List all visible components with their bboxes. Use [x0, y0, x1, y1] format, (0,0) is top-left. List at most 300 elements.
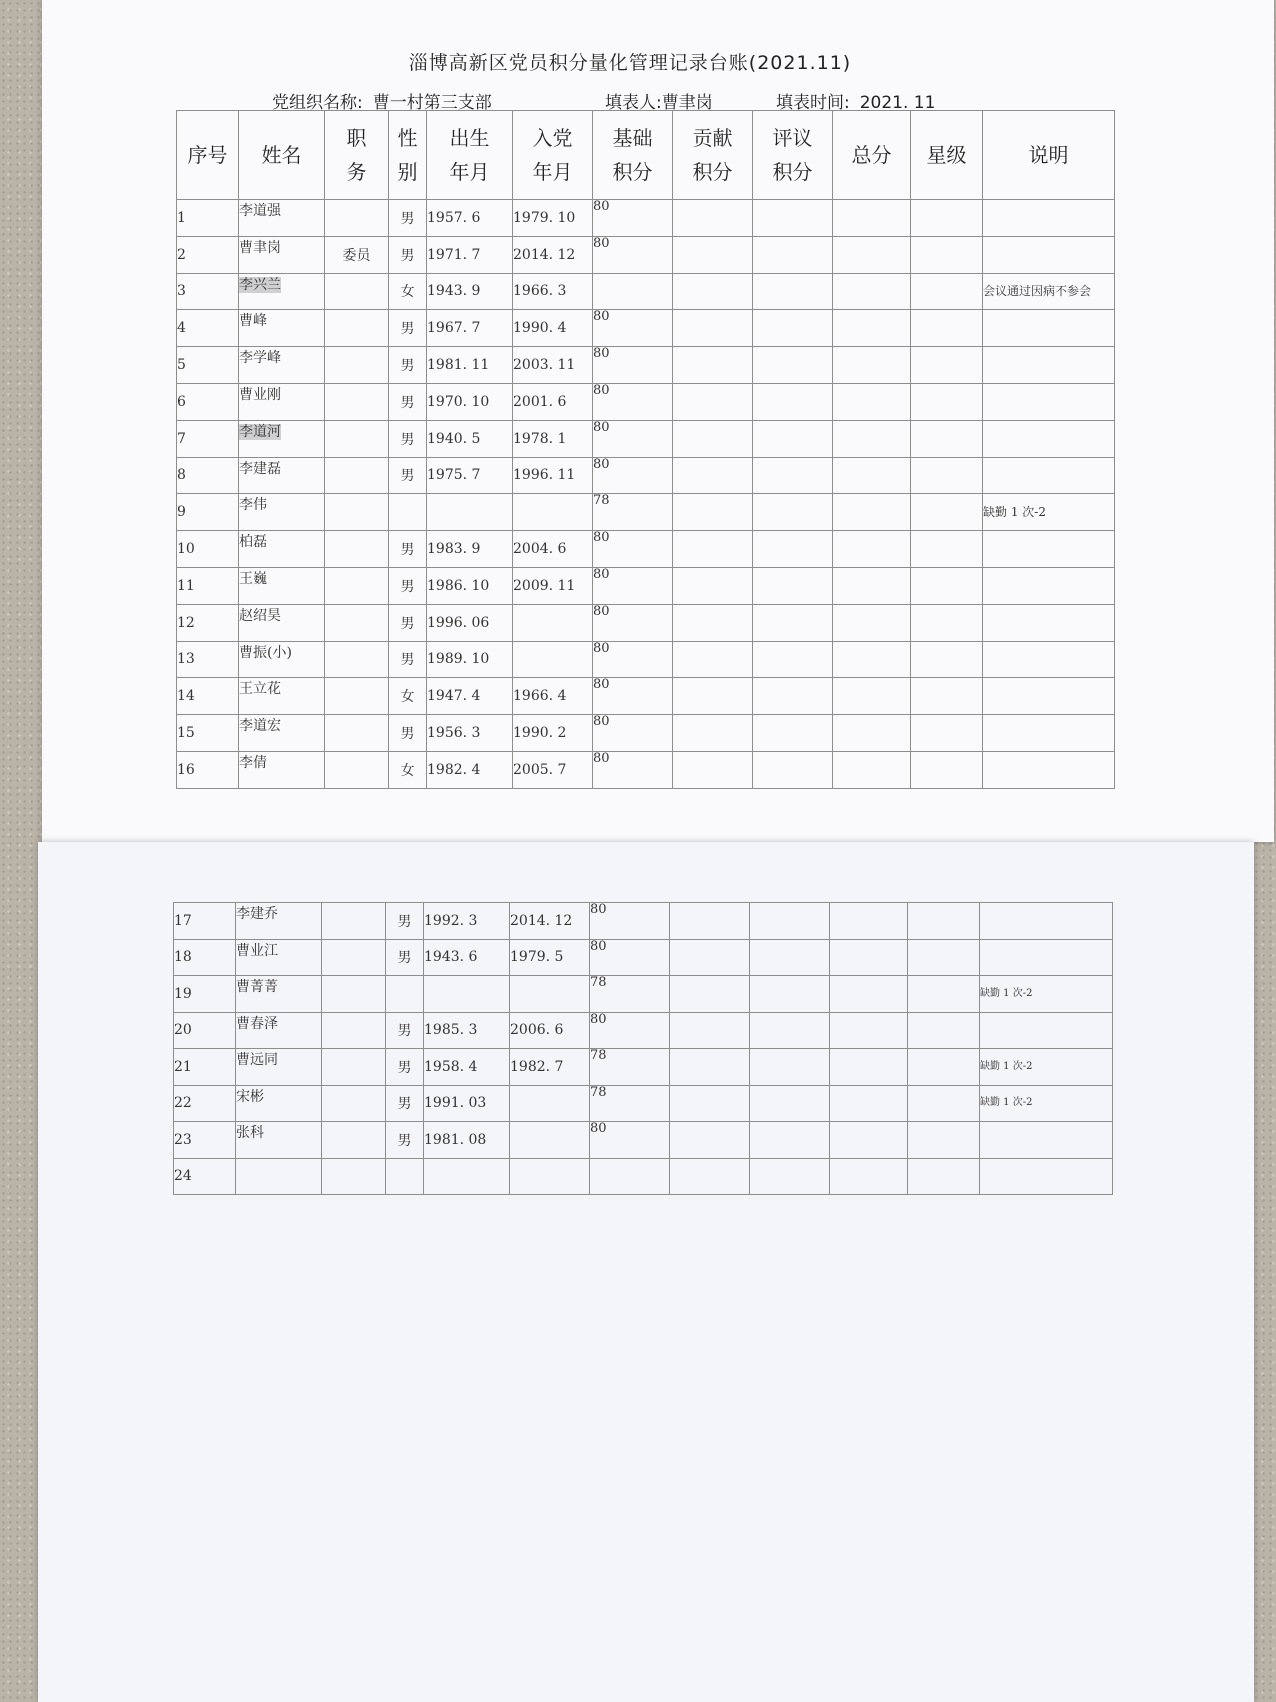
name-cell: 李道宏	[239, 715, 325, 752]
contrib-score-cell	[670, 976, 750, 1013]
note-cell	[983, 310, 1115, 347]
join-date-cell: 1990. 4	[513, 310, 593, 347]
sex-cell: 男	[389, 531, 427, 568]
filler-value: 曹聿岗	[661, 93, 713, 113]
name-cell: 曹业刚	[239, 383, 325, 420]
contrib-score-cell	[673, 678, 753, 715]
table-row	[177, 751, 1115, 788]
name-cell: 李兴兰	[239, 273, 325, 310]
note-cell: 缺勤 1 次-2	[983, 494, 1115, 531]
sex-cell: 男	[386, 903, 424, 940]
date-label: 填表时间:	[776, 93, 850, 113]
review-score-cell	[750, 1122, 830, 1159]
table-row	[177, 347, 1115, 384]
name-cell: 宋彬	[236, 1085, 322, 1122]
birth-cell: 1982. 4	[427, 751, 513, 788]
base-score-cell: 80	[590, 939, 670, 976]
star-level-cell	[908, 939, 980, 976]
seq-cell: 13	[177, 641, 239, 678]
seq-cell: 15	[177, 715, 239, 752]
role-cell	[325, 678, 389, 715]
contrib-score-cell	[673, 567, 753, 604]
seq-cell: 22	[174, 1085, 236, 1122]
role-cell	[325, 383, 389, 420]
contrib-score-cell	[670, 1049, 750, 1086]
seq-cell: 9	[177, 494, 239, 531]
name-cell: 李伟	[239, 494, 325, 531]
base-score-cell: 80	[593, 236, 673, 273]
seq-cell: 7	[177, 420, 239, 457]
sex-cell: 男	[389, 347, 427, 384]
note-cell	[980, 1122, 1113, 1159]
note-cell	[983, 200, 1115, 237]
review-score-cell	[753, 273, 833, 310]
role-cell	[322, 976, 386, 1013]
table-row	[177, 236, 1115, 273]
join-date-cell	[510, 976, 590, 1013]
contrib-score-cell	[673, 604, 753, 641]
join-date-cell: 2009. 11	[513, 567, 593, 604]
note-cell	[983, 678, 1115, 715]
review-score-cell	[750, 939, 830, 976]
base-score-cell	[590, 1158, 670, 1195]
name-cell: 李道河	[239, 420, 325, 457]
birth-cell: 1981. 11	[427, 347, 513, 384]
sex-cell: 男	[386, 1049, 424, 1086]
org-value: 曹一村第三支部	[372, 93, 492, 113]
table-row	[177, 531, 1115, 568]
review-score-cell	[753, 457, 833, 494]
birth-cell: 1957. 6	[427, 200, 513, 237]
name-cell: 李建乔	[236, 903, 322, 940]
contrib-score-cell	[673, 200, 753, 237]
birth-cell: 1986. 10	[427, 567, 513, 604]
name-cell: 曹峰	[239, 310, 325, 347]
role-cell	[325, 567, 389, 604]
role-cell	[325, 420, 389, 457]
total-score-cell	[830, 939, 908, 976]
review-score-cell	[750, 1085, 830, 1122]
total-score-cell	[833, 531, 911, 568]
join-date-cell	[510, 1085, 590, 1122]
birth-cell: 1967. 7	[427, 310, 513, 347]
total-score-cell	[830, 903, 908, 940]
join-date-cell: 2006. 6	[510, 1012, 590, 1049]
birth-cell: 1975. 7	[427, 457, 513, 494]
col-join-header: 入党 年月	[513, 111, 593, 200]
seq-cell: 14	[177, 678, 239, 715]
base-score-cell: 80	[593, 200, 673, 237]
contrib-score-cell	[673, 273, 753, 310]
total-score-cell	[833, 420, 911, 457]
base-score-cell: 78	[590, 1049, 670, 1086]
role-cell	[322, 903, 386, 940]
col-total-header: 总分	[833, 111, 911, 200]
note-cell	[983, 347, 1115, 384]
seq-cell: 3	[177, 273, 239, 310]
note-cell: 会议通过因病不参会	[983, 273, 1115, 310]
table-row	[177, 494, 1115, 531]
role-cell	[325, 347, 389, 384]
note-cell	[983, 567, 1115, 604]
name-cell: 张科	[236, 1122, 322, 1159]
name-cell: 王立花	[239, 678, 325, 715]
birth-cell: 1983. 9	[427, 531, 513, 568]
sex-cell	[389, 494, 427, 531]
sex-cell: 女	[389, 751, 427, 788]
total-score-cell	[830, 1122, 908, 1159]
base-score-cell: 80	[593, 715, 673, 752]
seq-cell: 19	[174, 976, 236, 1013]
total-score-cell	[833, 567, 911, 604]
col-birth-header: 出生 年月	[427, 111, 513, 200]
contrib-score-cell	[673, 494, 753, 531]
sex-cell: 男	[386, 1122, 424, 1159]
sex-cell: 男	[389, 200, 427, 237]
review-score-cell	[753, 678, 833, 715]
birth-cell: 1943. 6	[424, 939, 510, 976]
star-level-cell	[911, 310, 983, 347]
total-score-cell	[830, 976, 908, 1013]
star-level-cell	[911, 715, 983, 752]
join-date-cell	[510, 1122, 590, 1159]
join-date-cell	[513, 604, 593, 641]
sex-cell: 男	[389, 457, 427, 494]
note-cell	[983, 641, 1115, 678]
note-cell	[980, 1012, 1113, 1049]
name-cell: 曹业江	[236, 939, 322, 976]
sex-cell: 男	[389, 236, 427, 273]
name-cell: 李学峰	[239, 347, 325, 384]
star-level-cell	[908, 1158, 980, 1195]
review-score-cell	[753, 531, 833, 568]
total-score-cell	[830, 1085, 908, 1122]
seq-cell: 23	[174, 1122, 236, 1159]
join-date-cell	[513, 641, 593, 678]
ledger-table-page-2	[173, 902, 1113, 1195]
header-row	[177, 111, 1115, 200]
note-cell	[983, 751, 1115, 788]
role-cell	[325, 457, 389, 494]
join-date-cell: 2014. 12	[513, 236, 593, 273]
total-score-cell	[833, 273, 911, 310]
total-score-cell	[833, 494, 911, 531]
base-score-cell: 80	[590, 1012, 670, 1049]
contrib-score-cell	[673, 751, 753, 788]
seq-cell: 8	[177, 457, 239, 494]
contrib-score-cell	[673, 383, 753, 420]
seq-cell: 18	[174, 939, 236, 976]
sex-cell	[386, 1158, 424, 1195]
contrib-score-cell	[670, 1158, 750, 1195]
table-row	[177, 567, 1115, 604]
role-cell	[325, 751, 389, 788]
join-date-cell: 1979. 5	[510, 939, 590, 976]
star-level-cell	[911, 200, 983, 237]
role-cell	[325, 310, 389, 347]
seq-cell: 1	[177, 200, 239, 237]
star-level-cell	[908, 903, 980, 940]
review-score-cell	[753, 641, 833, 678]
filler-label: 填表人:	[605, 93, 662, 113]
star-level-cell	[908, 1122, 980, 1159]
base-score-cell: 80	[593, 420, 673, 457]
star-level-cell	[911, 641, 983, 678]
name-cell: 王巍	[239, 567, 325, 604]
star-level-cell	[911, 236, 983, 273]
note-cell	[980, 1158, 1113, 1195]
review-score-cell	[753, 715, 833, 752]
sex-cell: 男	[389, 641, 427, 678]
col-star-header: 星级	[911, 111, 983, 200]
star-level-cell	[911, 751, 983, 788]
name-cell: 曹聿岗	[239, 236, 325, 273]
base-score-cell: 80	[593, 347, 673, 384]
name-cell: 赵绍昊	[239, 604, 325, 641]
star-level-cell	[908, 976, 980, 1013]
sex-cell: 男	[386, 1012, 424, 1049]
sex-cell: 男	[389, 604, 427, 641]
seq-cell: 21	[174, 1049, 236, 1086]
base-score-cell: 80	[593, 641, 673, 678]
seq-cell: 6	[177, 383, 239, 420]
role-cell	[322, 1012, 386, 1049]
table-row	[174, 903, 1113, 940]
star-level-cell	[908, 1049, 980, 1086]
total-score-cell	[830, 1158, 908, 1195]
col-role-header: 职 务	[325, 111, 389, 200]
star-level-cell	[911, 383, 983, 420]
date-value: 2021. 11	[859, 93, 936, 113]
contrib-score-cell	[673, 420, 753, 457]
review-score-cell	[753, 236, 833, 273]
sex-cell: 女	[389, 678, 427, 715]
birth-cell: 1989. 10	[427, 641, 513, 678]
base-score-cell: 80	[593, 751, 673, 788]
total-score-cell	[833, 457, 911, 494]
total-score-cell	[833, 641, 911, 678]
seq-cell: 10	[177, 531, 239, 568]
table-row	[177, 457, 1115, 494]
base-score-cell: 80	[593, 310, 673, 347]
star-level-cell	[908, 1085, 980, 1122]
star-level-cell	[911, 420, 983, 457]
seq-cell: 2	[177, 236, 239, 273]
note-cell	[983, 383, 1115, 420]
review-score-cell	[753, 310, 833, 347]
name-cell	[236, 1158, 322, 1195]
birth-cell: 1958. 4	[424, 1049, 510, 1086]
role-cell	[322, 1158, 386, 1195]
join-date-cell: 1982. 7	[510, 1049, 590, 1086]
table-row	[177, 604, 1115, 641]
total-score-cell	[833, 715, 911, 752]
star-level-cell	[908, 1012, 980, 1049]
name-cell: 李建磊	[239, 457, 325, 494]
base-score-cell: 78	[593, 494, 673, 531]
birth-cell: 1996. 06	[427, 604, 513, 641]
table-row	[174, 1122, 1113, 1159]
col-review-header: 评议 积分	[753, 111, 833, 200]
role-cell	[325, 494, 389, 531]
birth-cell: 1943. 9	[427, 273, 513, 310]
role-cell	[322, 1122, 386, 1159]
name-cell: 曹春泽	[236, 1012, 322, 1049]
birth-cell	[424, 976, 510, 1013]
review-score-cell	[753, 494, 833, 531]
review-score-cell	[750, 1012, 830, 1049]
star-level-cell	[911, 347, 983, 384]
join-date-cell: 2014. 12	[510, 903, 590, 940]
sex-cell: 男	[389, 310, 427, 347]
col-seq-header: 序号	[177, 111, 239, 200]
table-row	[177, 420, 1115, 457]
contrib-score-cell	[673, 457, 753, 494]
birth-cell: 1981. 08	[424, 1122, 510, 1159]
table-row	[177, 200, 1115, 237]
note-cell: 缺勤 1 次-2	[980, 976, 1113, 1013]
table-row	[174, 1012, 1113, 1049]
sex-cell: 男	[386, 939, 424, 976]
join-date-cell: 2005. 7	[513, 751, 593, 788]
name-cell: 柏磊	[239, 531, 325, 568]
contrib-score-cell	[673, 347, 753, 384]
birth-cell: 1971. 7	[427, 236, 513, 273]
table-row	[177, 383, 1115, 420]
role-cell	[325, 531, 389, 568]
seq-cell: 20	[174, 1012, 236, 1049]
table-row	[177, 641, 1115, 678]
birth-cell: 1940. 5	[427, 420, 513, 457]
role-cell	[322, 1049, 386, 1086]
base-score-cell: 80	[590, 903, 670, 940]
sex-cell	[386, 976, 424, 1013]
contrib-score-cell	[670, 1122, 750, 1159]
seq-cell: 24	[174, 1158, 236, 1195]
name-cell: 曹远同	[236, 1049, 322, 1086]
name-cell: 曹振(小)	[239, 641, 325, 678]
review-score-cell	[753, 567, 833, 604]
base-score-cell: 80	[593, 383, 673, 420]
table-row	[174, 939, 1113, 976]
birth-cell: 1992. 3	[424, 903, 510, 940]
sex-cell: 男	[389, 715, 427, 752]
table-row	[174, 1049, 1113, 1086]
note-cell	[980, 939, 1113, 976]
review-score-cell	[753, 420, 833, 457]
star-level-cell	[911, 273, 983, 310]
review-score-cell	[753, 604, 833, 641]
birth-cell	[427, 494, 513, 531]
total-score-cell	[833, 751, 911, 788]
star-level-cell	[911, 678, 983, 715]
table-row	[174, 1158, 1113, 1195]
col-contrib-header: 贡献 积分	[673, 111, 753, 200]
join-date-cell: 1966. 4	[513, 678, 593, 715]
name-cell: 李道强	[239, 200, 325, 237]
role-cell: 委员	[325, 236, 389, 273]
note-cell	[983, 604, 1115, 641]
sex-cell: 女	[389, 273, 427, 310]
seq-cell: 5	[177, 347, 239, 384]
review-score-cell	[750, 1049, 830, 1086]
star-level-cell	[911, 494, 983, 531]
ledger-table-page-1	[176, 110, 1115, 789]
contrib-score-cell	[673, 236, 753, 273]
review-score-cell	[753, 347, 833, 384]
base-score-cell: 80	[590, 1122, 670, 1159]
col-sex-header: 性 别	[389, 111, 427, 200]
note-cell	[980, 903, 1113, 940]
join-date-cell: 2003. 11	[513, 347, 593, 384]
contrib-score-cell	[673, 715, 753, 752]
base-score-cell: 80	[593, 457, 673, 494]
star-level-cell	[911, 604, 983, 641]
col-base-header: 基础 积分	[593, 111, 673, 200]
total-score-cell	[833, 678, 911, 715]
join-date-cell: 2004. 6	[513, 531, 593, 568]
total-score-cell	[833, 383, 911, 420]
sex-cell: 男	[389, 567, 427, 604]
join-date-cell: 1979. 10	[513, 200, 593, 237]
review-score-cell	[750, 1158, 830, 1195]
note-cell: 缺勤 1 次-2	[980, 1049, 1113, 1086]
review-score-cell	[750, 903, 830, 940]
seq-cell: 12	[177, 604, 239, 641]
review-score-cell	[753, 200, 833, 237]
join-date-cell: 2001. 6	[513, 383, 593, 420]
join-date-cell: 1978. 1	[513, 420, 593, 457]
table-row	[174, 976, 1113, 1013]
role-cell	[325, 200, 389, 237]
birth-cell: 1991. 03	[424, 1085, 510, 1122]
total-score-cell	[833, 347, 911, 384]
base-score-cell: 78	[590, 1085, 670, 1122]
note-cell	[983, 457, 1115, 494]
sex-cell: 男	[389, 383, 427, 420]
role-cell	[322, 1085, 386, 1122]
birth-cell: 1956. 3	[427, 715, 513, 752]
base-score-cell: 78	[590, 976, 670, 1013]
note-cell	[983, 531, 1115, 568]
role-cell	[325, 715, 389, 752]
contrib-score-cell	[673, 310, 753, 347]
star-level-cell	[911, 567, 983, 604]
role-cell	[325, 273, 389, 310]
star-level-cell	[911, 457, 983, 494]
role-cell	[325, 641, 389, 678]
total-score-cell	[830, 1012, 908, 1049]
name-cell: 曹菁菁	[236, 976, 322, 1013]
contrib-score-cell	[670, 939, 750, 976]
join-date-cell: 1996. 11	[513, 457, 593, 494]
sex-cell: 男	[386, 1085, 424, 1122]
birth-cell: 1947. 4	[427, 678, 513, 715]
total-score-cell	[833, 236, 911, 273]
birth-cell: 1985. 3	[424, 1012, 510, 1049]
role-cell	[325, 604, 389, 641]
note-cell	[983, 420, 1115, 457]
table-row	[177, 715, 1115, 752]
total-score-cell	[833, 604, 911, 641]
seq-cell: 11	[177, 567, 239, 604]
base-score-cell	[593, 273, 673, 310]
base-score-cell: 80	[593, 531, 673, 568]
review-score-cell	[750, 976, 830, 1013]
seq-cell: 17	[174, 903, 236, 940]
seq-cell: 4	[177, 310, 239, 347]
contrib-score-cell	[673, 531, 753, 568]
